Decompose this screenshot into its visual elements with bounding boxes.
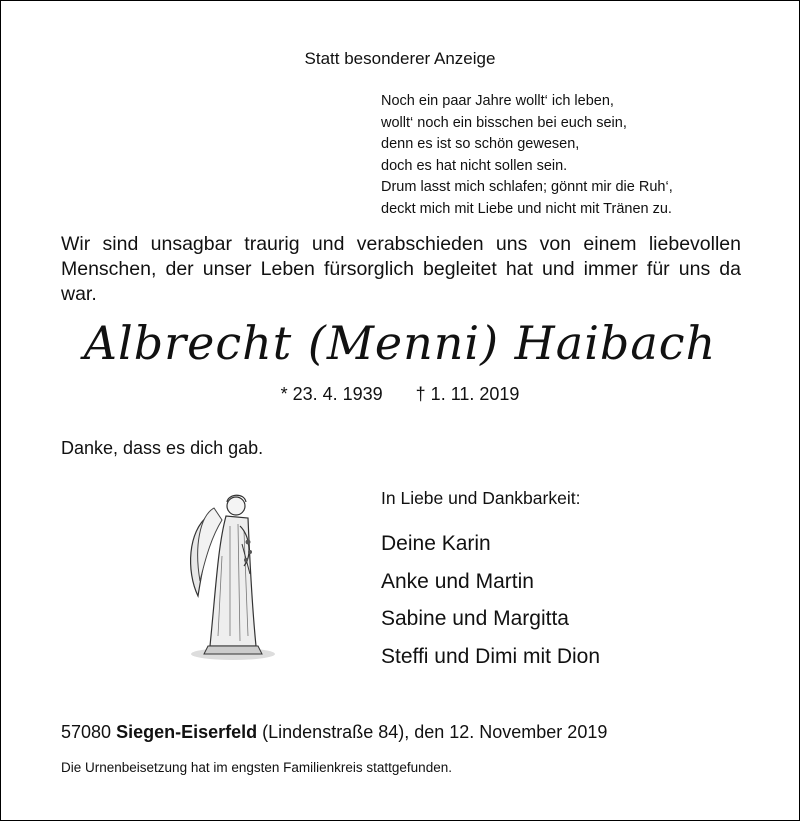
poem-line: Noch ein paar Jahre wollt‘ ich leben,	[381, 93, 614, 109]
mourners-list	[381, 525, 600, 675]
place-name: Siegen-Eiserfeld	[116, 722, 258, 742]
poem-line: deckt mich mit Liebe und nicht mit Tränen zu.	[381, 200, 672, 217]
poem-line: Drum lasst mich schlafen; gönnt mir die Ruh‘,	[381, 179, 673, 195]
deceased-name: Albrecht (Menni) Haibach	[83, 316, 717, 370]
mourner-name: Steffi und Dimi mit Dion	[381, 644, 601, 668]
poem-line: denn es ist so schön gewesen,	[381, 136, 580, 152]
address-rest: (Lindenstraße 84), den 12. November 2019	[262, 722, 608, 742]
poem	[381, 91, 673, 220]
burial-note: Die Urnenbeisetzung hat im engsten Familienkreis stattgefunden.	[61, 760, 452, 775]
mourner-name: Deine Karin	[381, 532, 491, 555]
angel-statue-icon	[178, 486, 288, 666]
birth-date: * 23. 4. 1939	[280, 384, 383, 404]
life-dates	[0, 384, 800, 405]
death-date: † 1. 11. 2019	[415, 384, 520, 404]
address-line	[61, 722, 607, 743]
poem-line: wollt‘ noch ein bisschen bei euch sein,	[381, 114, 627, 131]
thanks-line: Danke, dass es dich gab.	[61, 438, 264, 458]
postal-code: 57080	[61, 722, 112, 742]
mourner-name: Anke und Martin	[381, 569, 534, 593]
love-line: In Liebe und Dankbarkeit:	[381, 488, 581, 508]
mourner-name: Sabine und Margitta	[381, 607, 569, 630]
poem-line: doch es hat nicht sollen sein.	[381, 157, 568, 174]
notice-header: Statt besonderer Anzeige	[304, 49, 496, 68]
intro-text: Wir sind unsagbar traurig und verabschieden uns von einem liebevollen Menschen, der unser Leben fürsorglich begleitet hat und immer für uns da war.	[61, 233, 741, 305]
